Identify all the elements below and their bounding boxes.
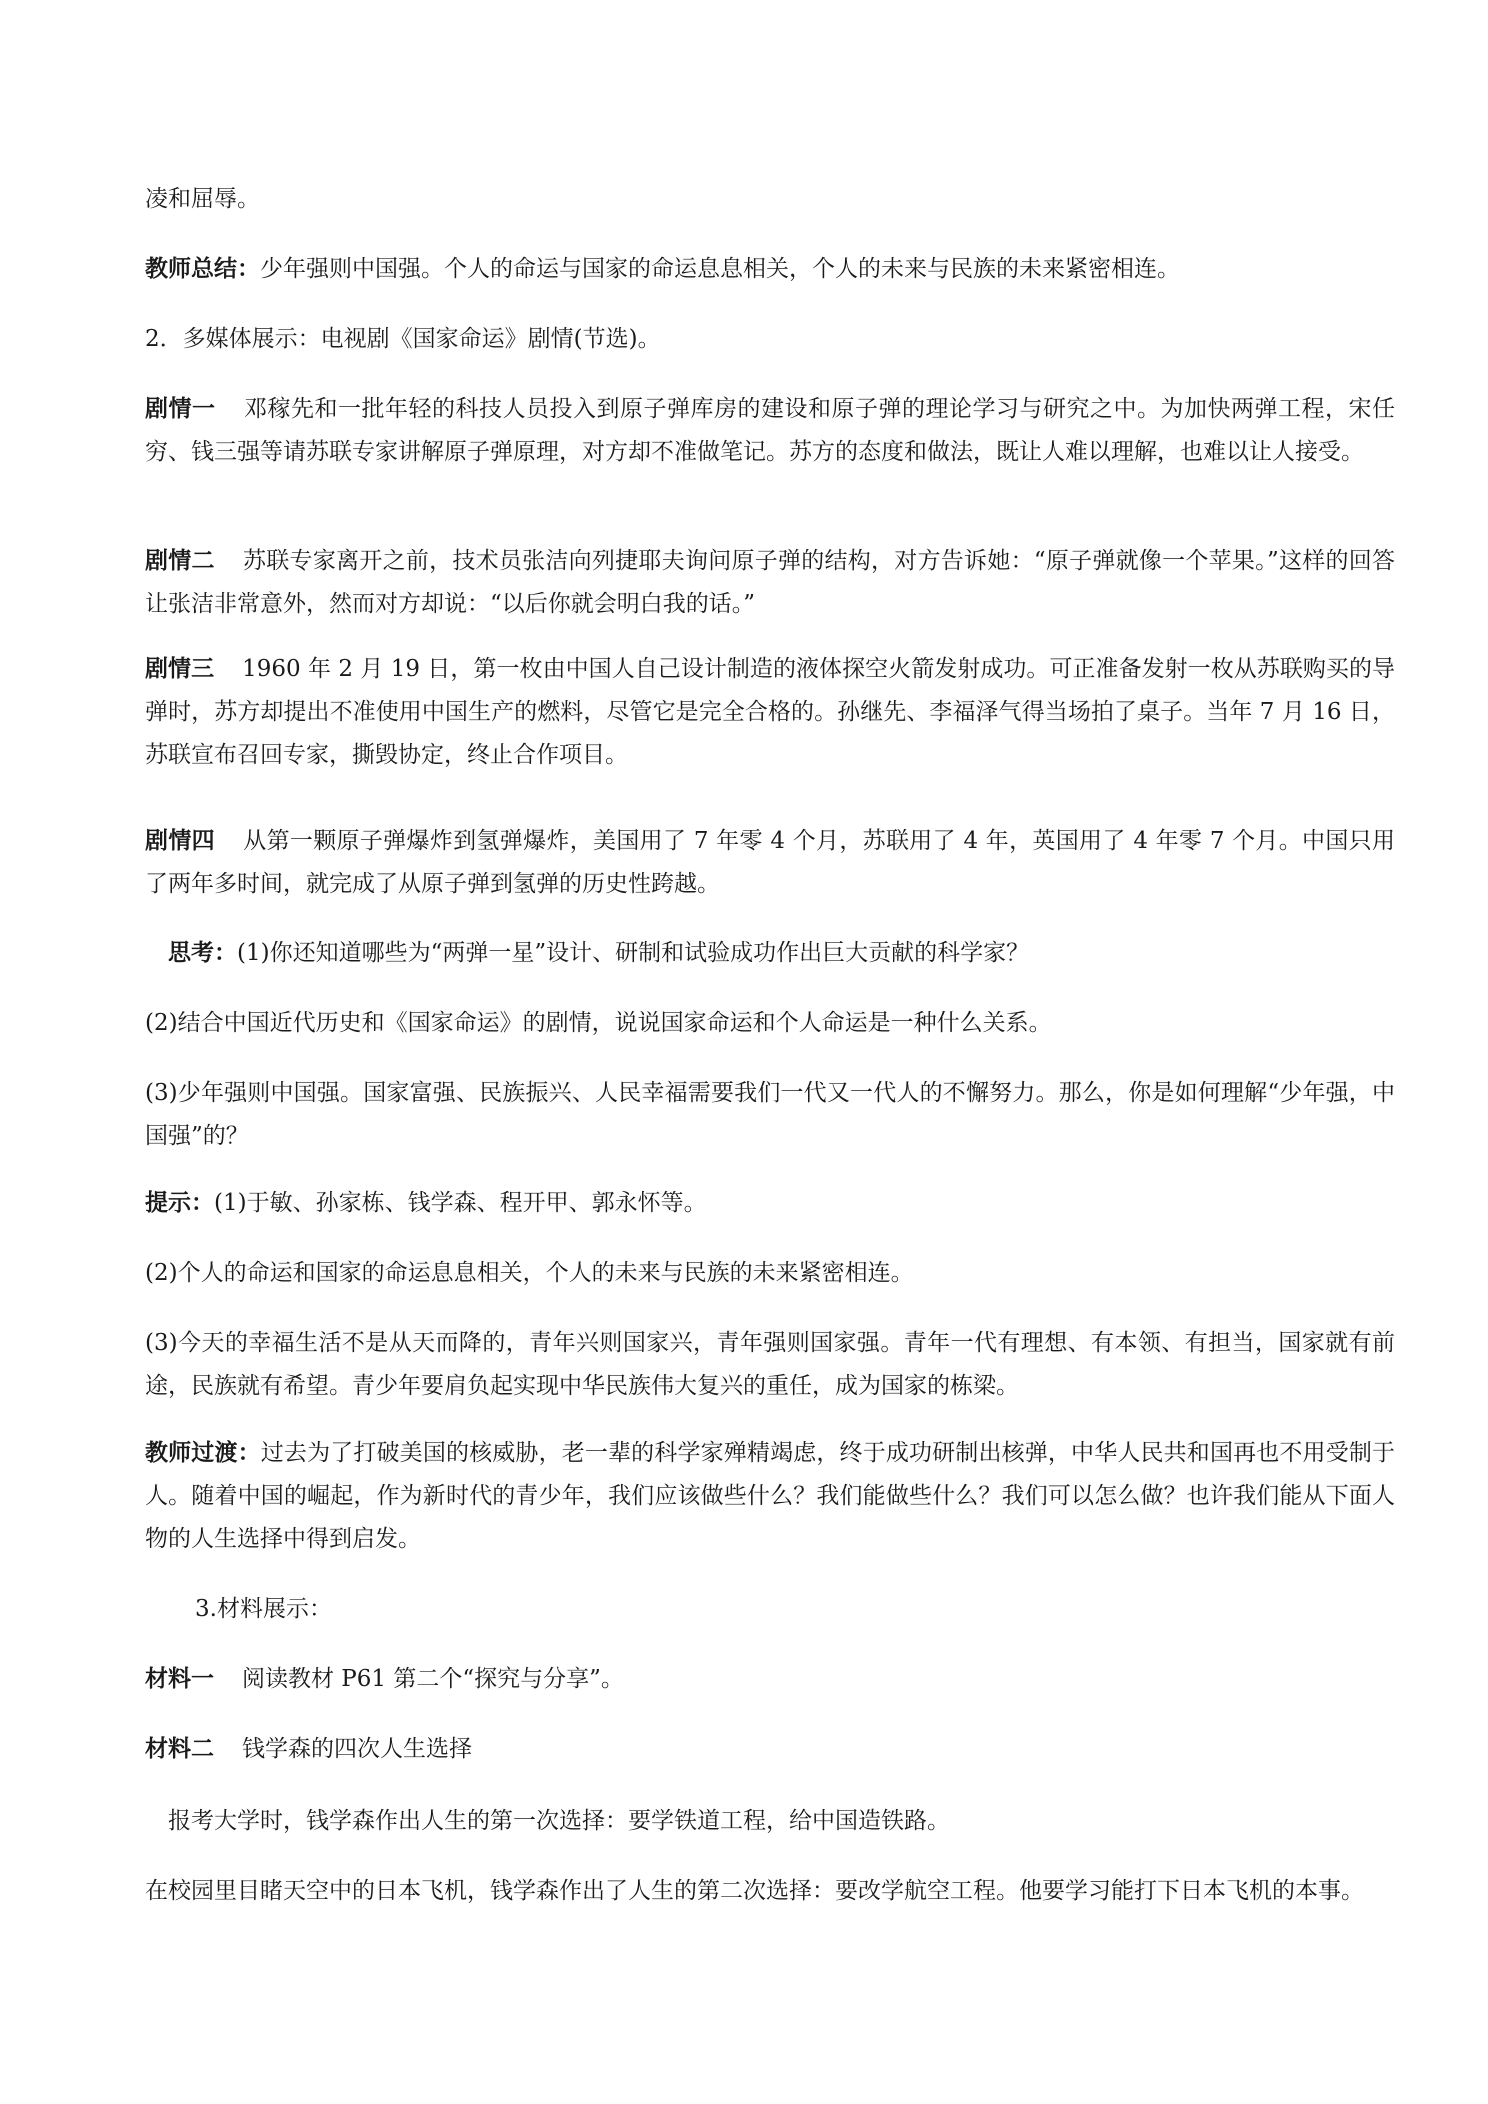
paragraph-multimedia: 2．多媒体展示：电视剧《国家命运》剧情(节选)。 (145, 326, 661, 352)
label-plot-4: 剧情四 (145, 828, 215, 854)
paragraph-think-2: (2)结合中国近代历史和《国家命运》的剧情，说说国家命运和个人命运是一种什么关系。 (145, 1010, 1052, 1036)
label-plot-3: 剧情三 (145, 656, 215, 682)
label-material-1: 材料一 (145, 1666, 214, 1692)
label-plot-2: 剧情二 (145, 548, 215, 574)
label-think: 思考： (168, 940, 237, 966)
paragraph-plot-1: 剧情一 邓稼先和一批年轻的科技人员投入到原子弹库房的建设和原子弹的理论学习与研究之中。为加快两弹工程，宋任穷、钱三强等请苏联专家讲解原子弹原理，对方却不准做笔记。苏方的态度和做法，既让人难以理解，也难以让人接受。 (145, 396, 1395, 465)
paragraph-plot-2: 剧情二 苏联专家离开之前，技术员张洁向列捷耶夫询问原子弹的结构，对方告诉她：“原子弹就像一个苹果。”这样的回答让张洁非常意外，然而对方却说：“以后你就会明白我的话。” (145, 548, 1395, 617)
paragraph-material-2: 材料二 钱学森的四次人生选择 (145, 1736, 472, 1762)
paragraph-think-1: 思考：(1)你还知道哪些为“两弹一星”设计、研制和试验成功作出巨大贡献的科学家？ (168, 940, 1030, 966)
paragraph-material-display: 3.材料展示： (195, 1596, 332, 1622)
paragraph-plot-4: 剧情四 从第一颗原子弹爆炸到氢弹爆炸，美国用了 7 年零 4 个月，苏联用了 4 年，英国用了 4 年零 7 个月。中国只用了两年多时间，就完成了从原子弹到氢弹的历史性跨越。 (145, 828, 1395, 897)
paragraph-plot-3: 剧情三 1960 年 2 月 19 日，第一枚由中国人自己设计制造的液体探空火箭发射成功。可正准备发射一枚从苏联购买的导弹时，苏方却提出不准使用中国生产的燃料，尽管它是完全合格的。孙继先、李福泽气得当场拍了桌子。当年 7 月 16 日，苏联宣布召回专家，撕毁协定，终止合作项目。 (145, 656, 1395, 768)
paragraph-teacher-summary: 教师总结：少年强则中国强。个人的命运与国家的命运息息相关，个人的未来与民族的未来紧密相连。 (145, 256, 1180, 282)
paragraph-teacher-transition: 教师过渡：过去为了打破美国的核威胁，老一辈的科学家殚精竭虑，终于成功研制出核弹，中华人民共和国再也不用受制于人。随着中国的崛起，作为新时代的青少年，我们应该做些什么？我们能做些什么？我们可以怎么做？也许我们能从下面人物的人生选择中得到启发。 (145, 1440, 1396, 1552)
paragraph-think-3: (3)少年强则中国强。国家富强、民族振兴、人民幸福需要我们一代又一代人的不懈努力。那么，你是如何理解“少年强，中国强”的？ (145, 1080, 1395, 1149)
label-plot-1: 剧情一 (145, 396, 216, 422)
label-material-2: 材料二 (145, 1736, 214, 1762)
paragraph-hint-2: (2)个人的命运和国家的命运息息相关，个人的未来与民族的未来紧密相连。 (145, 1260, 914, 1286)
paragraph-material-1: 材料一 阅读教材 P61 第二个“探究与分享”。 (145, 1666, 624, 1692)
paragraph-hint-1: 提示：(1)于敏、孙家栋、钱学森、程开甲、郭永怀等。 (145, 1190, 707, 1216)
paragraph-continuation: 凌和屈辱。 (145, 186, 260, 212)
label-teacher-transition: 教师过渡： (145, 1440, 261, 1466)
label-teacher-summary: 教师总结： (145, 256, 260, 282)
paragraph-choice-1: 报考大学时，钱学森作出人生的第一次选择：要学铁道工程，给中国造铁路。 (168, 1808, 950, 1834)
paragraph-hint-3: (3)今天的幸福生活不是从天而降的，青年兴则国家兴，青年强则国家强。青年一代有理想、有本领、有担当，国家就有前途，民族就有希望。青少年要肩负起实现中华民族伟大复兴的重任，成为国家的栋梁。 (145, 1330, 1395, 1399)
paragraph-choice-2: 在校园里目睹天空中的日本飞机，钱学森作出了人生的第二次选择：要改学航空工程。他要学习能打下日本飞机的本事。 (145, 1878, 1364, 1904)
label-hint: 提示： (145, 1190, 214, 1216)
